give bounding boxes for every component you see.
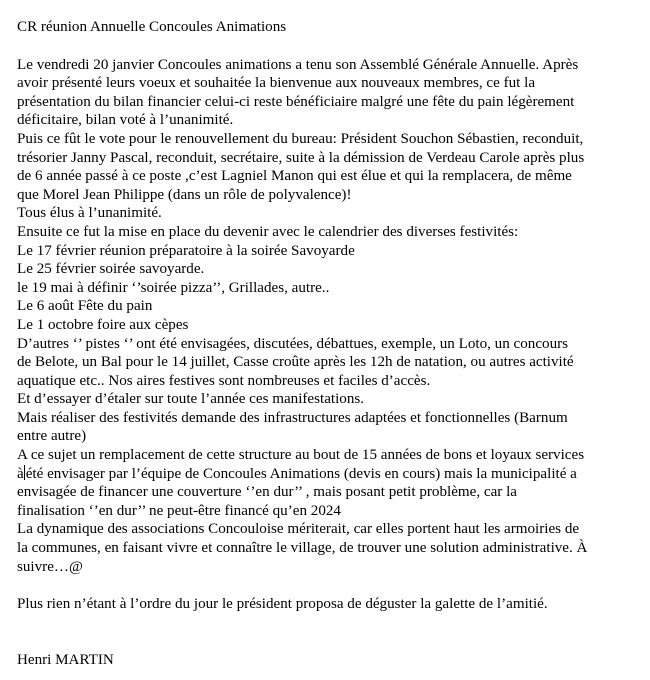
text-line: de Belote, un Bal pour le 14 juillet, Casse croûte après les 12h de natation, ou autres activité (17, 354, 574, 371)
text-line: suivre…@ (17, 558, 83, 575)
text-line: A ce sujet un remplacement de cette structure au bout de 15 années de bons et loyaux services (17, 447, 585, 464)
text-line: Le 1 octobre foire aux cèpes (17, 316, 189, 333)
text-line: Puis ce fût le vote pour le renouvellement du bureau: Président Souchon Sébastien, reconduit, (17, 130, 584, 147)
text-line: Le 6 août Fête du pain (17, 298, 153, 315)
text-line: trésorier Janny Pascal, reconduit, secrétaire, suite à la démission de Verdeau Carole après plus (17, 149, 585, 166)
text-line: Le 17 février réunion préparatoire à la soirée Savoyarde (17, 242, 355, 259)
text-line: Mais réaliser des festivités demande des infrastructures adaptées et fonctionnelles (Barnum (17, 409, 568, 426)
text-line: le 19 mai à définir ‘’soirée pizza’’, Grillades, autre.. (17, 279, 330, 296)
text-line: Ensuite ce fut la mise en place du devenir avec le calendrier des diverses festivités: (17, 223, 519, 240)
document-body (17, 0, 642, 613)
document-title: CR réunion Annuelle Concoules Animations (17, 19, 287, 35)
text-line: La dynamique des associations Concouloise mériterait, car elles portent haut les armoiries de (17, 521, 580, 538)
blank-line (17, 576, 642, 595)
text-line: de 6 année passé à ce poste ,c’est Lagniel Manon qui est élue et qui la remplacera, de même (17, 168, 572, 185)
text-line: Et d’essayer d’étaler sur toute l’année ces manifestations. (17, 391, 365, 408)
text-line: Tous élus à l’unanimité. (17, 205, 162, 222)
text-line: avoir présenté leurs voeux et souhaitée la bienvenue aux nouveaux membres, ce fut la (17, 75, 536, 92)
text-line: envisagée de financer une couverture ‘’en dur’’ , mais posant petit problème, car la (17, 484, 517, 501)
text-line: déficitaire, bilan voté à l’unanimité. (17, 112, 234, 129)
text-line: entre autre) (17, 428, 87, 445)
text-line-with-caret[interactable] (17, 465, 642, 484)
text-line: finalisation ‘’en dur’’ ne peut-être financé qu’en 2024 (17, 502, 341, 519)
blank-line (17, 37, 642, 56)
paragraph-block (17, 56, 642, 577)
text-line: que Morel Jean Philippe (dans un rôle de polyvalence)! (17, 186, 352, 203)
text-cursor (24, 465, 25, 480)
text-line: aquatique etc.. Nos aires festives sont nombreuses et faciles d’accès. (17, 372, 431, 389)
text-line: la communes, en faisant vivre et connaître le village, de trouver une solution administrative. À (17, 540, 588, 557)
signature: Henri MARTIN (17, 652, 114, 668)
caret-prefix: à (17, 465, 24, 482)
text-line: Le vendredi 20 janvier Concoules animations a tenu son Assemblé Générale Annuelle. Après (17, 56, 579, 73)
text-line: Le 25 février soirée savoyarde. (17, 261, 205, 278)
closing-line: Plus rien n’étant à l’ordre du jour le président proposa de déguster la galette de l’amitié. (17, 595, 548, 612)
caret-line-rest: été envisager par l’équipe de Concoules Animations (devis en cours) mais la municipalité a (25, 465, 577, 482)
text-line: présentation du bilan financier celui-ci reste bénéficiaire malgré une fête du pain légèrement (17, 93, 575, 110)
text-line: D’autres ‘’ pistes ‘’ ont été envisagées, discutées, débattues, exemple, un Loto, un concours (17, 335, 569, 352)
